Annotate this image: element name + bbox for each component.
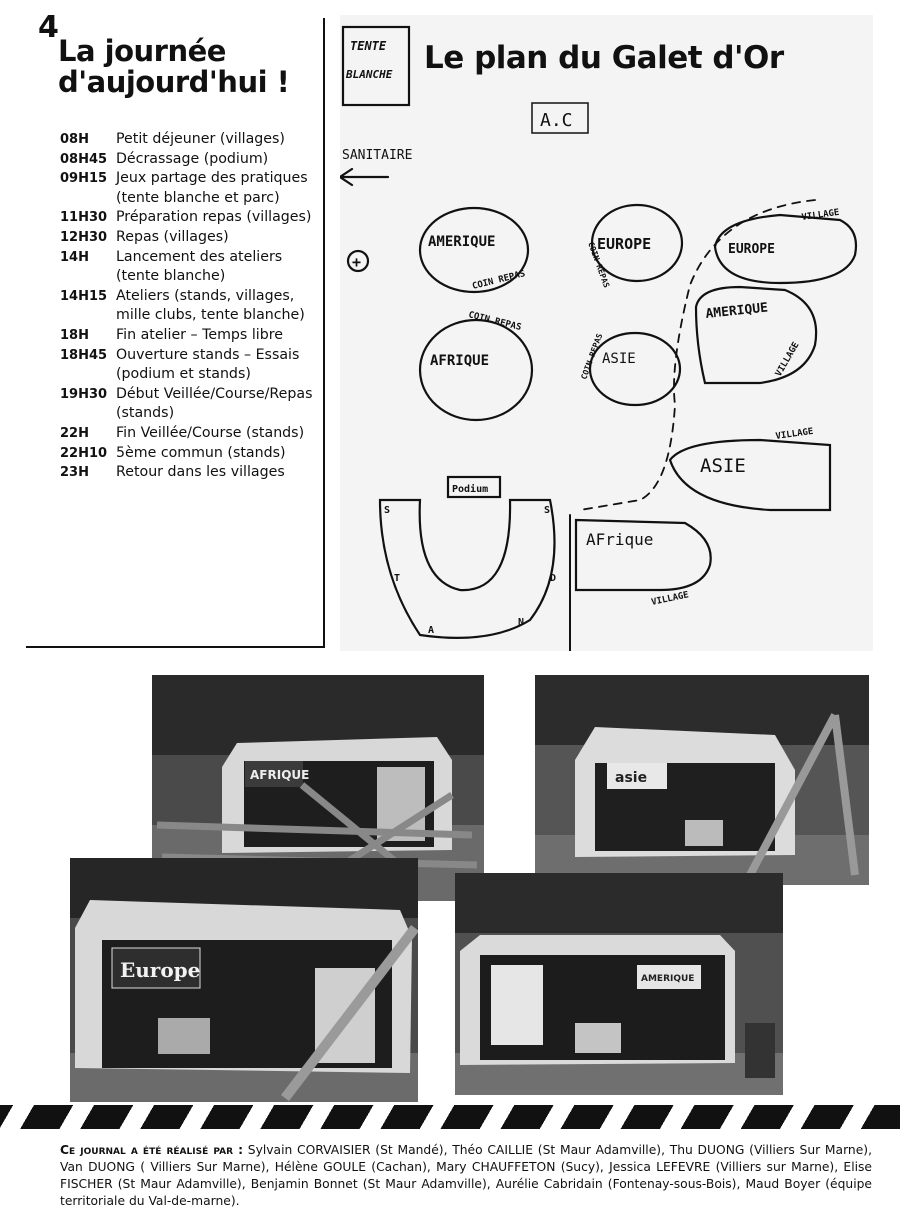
schedule-row — [60, 130, 325, 150]
photo-asie-scene — [535, 675, 869, 885]
stand-letter: A — [428, 625, 435, 636]
amerique-village-label: AMERIQUE — [704, 300, 769, 322]
asie-center-label: ASIE — [602, 351, 636, 367]
photo-europe-scene — [70, 858, 418, 1102]
schedule-activity: Ouverture stands – Essais (podium et stands) — [116, 346, 300, 383]
schedule-activity: Début Veillée/Course/Repas (stands) — [116, 385, 313, 422]
stand-letter: N — [518, 617, 525, 628]
schedule-row — [60, 248, 325, 287]
schedule-row — [60, 463, 325, 483]
photo-sign-asie: asie — [615, 770, 648, 786]
coin-repas-label: COIN REPAS — [579, 332, 605, 381]
schedule-activity: 5ème commun (stands) — [116, 444, 286, 461]
page-title-line-2: d'aujourd'hui ! — [58, 65, 290, 99]
column-divider — [323, 18, 325, 648]
schedule-bottom-rule — [26, 646, 324, 648]
stand-letter: D — [550, 573, 557, 584]
site-map-drawing — [340, 15, 873, 651]
schedule-time: 18H45 — [60, 347, 108, 363]
village-label: VILLAGE — [801, 207, 840, 223]
schedule-time: 12H30 — [60, 229, 108, 245]
schedule-time: 22H — [60, 425, 89, 441]
schedule-activity: Fin Veillée/Course (stands) — [116, 424, 305, 441]
schedule-time: 19H30 — [60, 386, 108, 402]
village-label: VILLAGE — [650, 590, 690, 608]
asie-village-label: ASIE — [700, 455, 746, 477]
afrique-left-zone — [420, 320, 532, 420]
schedule-row — [60, 444, 325, 464]
stand-letter: S — [384, 505, 391, 516]
schedule-row — [60, 424, 325, 444]
photo-sign-europe: Europe — [120, 958, 201, 982]
photo-sign-amerique: AMERIQUE — [641, 974, 695, 984]
photo-amerique-scene — [455, 873, 783, 1095]
schedule-activity: Lancement des ateliers (tente blanche) — [116, 248, 283, 285]
first-aid-label: + — [352, 253, 362, 271]
page-title — [58, 36, 318, 98]
schedule-activity: Repas (villages) — [116, 228, 229, 245]
podium-stands-u — [380, 500, 555, 638]
schedule-row — [60, 346, 325, 385]
site-map — [340, 15, 873, 651]
schedule-time: 11H30 — [60, 210, 108, 226]
credits-label: Ce journal a été réalisé par : — [60, 1143, 244, 1157]
page-number: 4 — [38, 10, 59, 45]
afrique-left-label: AFRIQUE — [430, 353, 490, 369]
schedule-time: 09H15 — [60, 171, 108, 187]
tente-blanche-label: BLANCHE — [346, 68, 393, 81]
asie-village-zone — [670, 440, 830, 510]
photo-europe-stand — [70, 858, 418, 1102]
schedule-row — [60, 208, 325, 228]
stand-letter: S — [544, 505, 551, 516]
amerique-left-label: AMERIQUE — [428, 234, 496, 250]
schedule-activity: Retour dans les villages — [116, 464, 285, 481]
schedule-list — [60, 130, 325, 483]
photo-amerique-stand — [455, 873, 783, 1095]
schedule-activity: Jeux partage des pratiques (tente blanche et parc) — [116, 170, 308, 206]
schedule-row — [60, 150, 325, 170]
schedule-time: 14H15 — [60, 288, 108, 304]
schedule-row — [60, 169, 325, 208]
podium-label: Podium — [452, 484, 489, 495]
europe-center-label: EUROPE — [597, 235, 652, 253]
tente-blanche-label: TENTE — [350, 39, 387, 53]
photo-asie-stand — [535, 675, 869, 885]
schedule-time: 23H — [60, 465, 89, 481]
schedule-row — [60, 228, 325, 248]
coin-repas-label: COIN REPAS — [586, 240, 612, 289]
village-label: VILLAGE — [775, 426, 814, 442]
schedule-row — [60, 385, 325, 424]
sanitaire-label: SANITAIRE — [342, 148, 413, 163]
ac-label: A.C — [540, 110, 573, 131]
coin-repas-label: COIN REPAS — [471, 269, 527, 292]
asie-center-zone — [590, 333, 680, 405]
schedule-time: 08H — [60, 132, 89, 147]
schedule-time: 22H10 — [60, 445, 108, 461]
schedule-activity: Préparation repas (villages) — [116, 209, 312, 226]
europe-village-label: EUROPE — [728, 242, 775, 257]
schedule-time: 08H45 — [60, 151, 108, 167]
credits-paragraph — [60, 1142, 872, 1210]
schedule-time: 14H — [60, 249, 89, 265]
schedule-row — [60, 326, 325, 346]
schedule-time: 18H — [60, 327, 89, 343]
afrique-village-label: AFrique — [586, 530, 654, 549]
stand-letter: T — [394, 573, 401, 584]
page-title-line-1: La journée — [58, 34, 226, 68]
photo-sign-afrique: AFRIQUE — [250, 768, 310, 782]
hazard-stripe-divider — [0, 1105, 900, 1129]
schedule-activity: Ateliers (stands, villages, mille clubs, tente blanche) — [116, 287, 305, 324]
schedule-row — [60, 287, 325, 326]
schedule-activity: Petit déjeuner (villages) — [116, 131, 285, 147]
village-label: VILLAGE — [773, 340, 802, 379]
schedule-activity: Décrassage (podium) — [116, 150, 269, 167]
coin-repas-label: COIN REPAS — [467, 310, 523, 334]
map-title: Le plan du Galet d'Or — [424, 40, 784, 76]
schedule-activity: Fin atelier – Temps libre — [116, 326, 283, 343]
credits-text: Sylvain CORVAISIER (St Mandé), Théo CAILLIE (St Maur Adamville), Thu DUONG (Villiers Sur Marne), Van DUONG ( Villiers Sur Marne), Hélène GOULE (Cachan), Mary CHAUFFETON (Sucy), Jessica LEFEVRE (Villiers sur Marne), Elise FISCHER (St Maur Adamville), Benjamin Bonnet (St Maur Adamville), Aurélie Cabridain (Fontenay-sous-Bois), Maud Boyer (équipe territoriale du Val-de-marne). — [60, 1143, 872, 1208]
sanitaire-arrow — [340, 169, 388, 185]
